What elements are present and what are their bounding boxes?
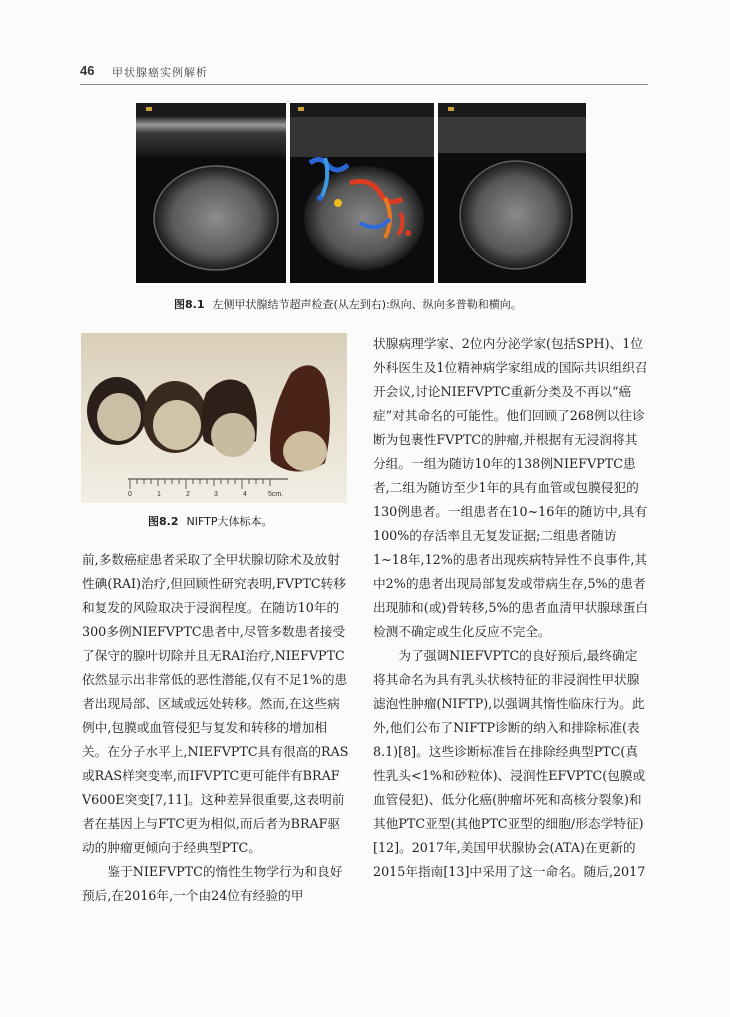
page-number: 46 [80,63,95,78]
ruler-number: 1 [157,491,161,498]
ultrasound-transverse-image [438,103,586,283]
ruler-number: 0 [128,491,132,498]
figure-8-1-label: 图8.1 [174,298,205,311]
figure-8-2-caption [148,513,272,529]
figure-8-1-caption-text: 左侧甲状腺结节超声检查(从左到右):纵向、纵向多普勒和横向。 [212,298,522,311]
figure-8-2-label: 图8.2 [148,515,179,528]
figure-8-1-caption [174,296,522,312]
body-paragraph: 鉴于NIEFVPTC的惰性生物学行为和良好预后,在2016年,一个由24位有经验的甲 [82,864,343,903]
ultrasound-doppler-image [290,103,434,283]
figure-8-2-caption-text: NIFTP大体标本。 [186,515,273,528]
ruler-number: 5cm. [268,491,284,498]
ruler-number: 4 [243,491,247,498]
ruler-number: 3 [214,491,218,498]
right-text-column [373,332,649,884]
body-paragraph: 为了强调NIEFVPTC的良好预后,最终确定将其命名为具有乳头状核特征的非浸润性甲状腺滤泡性肿瘤(NIFTP),以强调其惰性临床行为。此外,他们公布了NIFTP诊断的纳入和排除标准(表8.1)[8]。这些诊断标准旨在排除经典型PTC(真性乳头<1%和砂粒体)、浸润性EFVPTC(包膜或血管侵犯)、低分化癌(肿瘤坏死和高核分裂象)和其他PTC亚型(其他PTC亚型的细胞/形态学特征)[12]。2017年,美国甲状腺协会(ATA)在更新的2015年指南[13]中采用了这一命名。随后,2017 [373,648,646,879]
book-title: 甲状腺癌实例解析 [112,66,208,79]
ruler-number: 2 [186,491,190,498]
running-header [80,62,648,85]
left-text-column [82,548,352,908]
ultrasound-longitudinal-image [136,103,286,283]
body-paragraph: 前,多数癌症患者采取了全甲状腺切除术及放射性碘(RAI)治疗,但回顾性研究表明,FVPTC转移和复发的风险取决于浸润程度。在随访10年的300多例NIEFVPTC患者中,尽管多数患者接受了保守的腺叶切除并且无RAI治疗,NIEFVPTC依然显示出非常低的恶性潜能,仅有不足1%的患者出现局部、区域或远处转移。然而,在这些病例中,包膜或血管侵犯与复发和转移的增加相关。在分子水平上,NIEFVPTC具有很高的RAS或RAS样突变率,而IFVPTC更可能伴有BRAF V600E突变[7,11]。这种差异很重要,这表明前者在基因上与FTC更为相似,而后者为BRAF驱动的肿瘤更倾向于经典型PTC。 [82,552,349,855]
body-paragraph: 状腺病理学家、2位内分泌学家(包括SPH)、1位外科医生及1位精神病学家组成的国际共识组织召开会议,讨论NIEFVPTC重新分类及不再以“癌症”对其命名的可能性。他们回顾了268例以往诊断为包裹性FVPTC的肿瘤,并根据有无浸润将其分组。一组为随访10年的138例NIEFVPTC患者,二组为随访至少1年的具有血管或包膜侵犯的130例患者。一组患者在10~16年的随访中,具有100%的存活率且无复发证据;二组患者随访1~18年,12%的患者出现疾病特异性不良事件,其中2%的患者出现局部复发或带病生存,5%的患者出现肺和(或)骨转移,5%的患者血清甲状腺球蛋白检测不确定或生化反应不完全。 [373,336,649,639]
